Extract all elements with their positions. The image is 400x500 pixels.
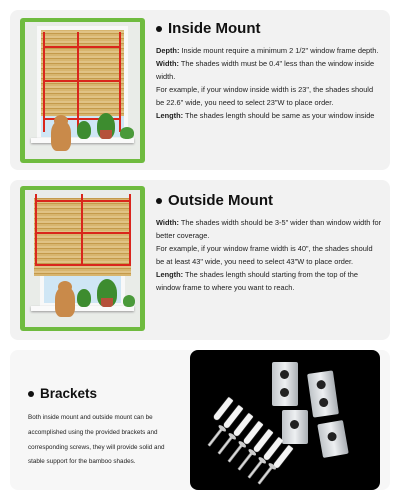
bullet-icon xyxy=(28,391,34,397)
length-text: The shades length should starting from the top of the window frame to where you want to reach. xyxy=(156,269,358,292)
width-paragraph xyxy=(156,217,382,243)
screw xyxy=(218,435,234,454)
plant-pot xyxy=(101,298,113,307)
bullet-icon xyxy=(156,198,162,204)
small-plant xyxy=(123,295,135,307)
length-paragraph xyxy=(156,110,382,123)
width-paragraph xyxy=(156,58,382,84)
length-paragraph xyxy=(156,269,382,295)
metal-bracket xyxy=(317,420,349,458)
cat xyxy=(55,287,75,317)
room-wall xyxy=(25,190,140,327)
cat xyxy=(51,121,71,151)
outside-mount-illustration xyxy=(20,186,145,331)
screw xyxy=(258,465,274,484)
brackets-paragraph: Both inside mount and outside mount can be accomplished using the provided brackets and corresponding screws, they will provide solid and stable support for the bamboo shades. xyxy=(28,414,165,466)
brackets-title: Brackets xyxy=(40,386,98,401)
cactus-plant xyxy=(77,289,91,307)
bullet-icon xyxy=(156,26,162,32)
cactus-plant xyxy=(77,121,91,139)
bamboo-shade xyxy=(41,30,124,116)
width-label: Width: xyxy=(156,218,179,227)
plant-pot xyxy=(100,130,112,139)
measure-line-bottom xyxy=(35,264,131,266)
length-label: Length: xyxy=(156,269,184,279)
example-paragraph: For example, if your window inside width is 23", the shades should be 22.6" wide, you need to select 23"W to place order. xyxy=(156,84,374,107)
depth-paragraph xyxy=(156,45,382,58)
screw xyxy=(208,427,224,446)
width-label: Width: xyxy=(156,58,179,68)
brackets-card xyxy=(10,350,390,490)
inside-mount-card xyxy=(10,10,390,170)
metal-bracket xyxy=(307,370,339,417)
depth-text: Inside mount require a minimum 2 1/2" window frame depth. xyxy=(179,46,379,55)
outside-mount-heading xyxy=(156,192,382,209)
measure-line-center xyxy=(81,194,83,266)
length-label: Length: xyxy=(156,110,184,120)
inside-mount-heading xyxy=(156,20,382,37)
small-plant xyxy=(120,127,134,139)
length-text: The shades length should be same as your window inside xyxy=(183,110,375,120)
depth-label: Depth: xyxy=(156,46,180,55)
width-text: The shades width should be 3-5" wider than window width for better coverage. xyxy=(156,218,382,240)
brackets-hardware-photo xyxy=(190,350,380,490)
measure-line-top xyxy=(35,200,131,202)
measure-line-top xyxy=(43,46,121,48)
metal-bracket xyxy=(282,410,308,444)
outside-mount-title: Outside Mount xyxy=(168,192,273,209)
inside-mount-text xyxy=(156,20,382,123)
brackets-heading xyxy=(28,386,178,401)
measure-line-middle xyxy=(35,232,131,234)
example-paragraph: For example, if your window frame width is 40", the shades should be at least 43" wide, you need to select 43"W to place order. xyxy=(156,243,373,266)
outside-mount-card xyxy=(10,180,390,340)
brackets-text xyxy=(28,386,178,470)
inside-mount-title: Inside Mount xyxy=(168,20,261,37)
width-text: The shades width must be 0.4" less than the window inside width. xyxy=(156,58,375,81)
metal-bracket xyxy=(272,362,298,406)
screw xyxy=(238,451,254,470)
screw xyxy=(228,443,244,462)
outside-mount-text xyxy=(156,192,382,295)
inside-mount-illustration xyxy=(20,18,145,163)
measure-line-right xyxy=(129,194,131,266)
measure-line-left xyxy=(35,194,37,266)
room-wall xyxy=(25,22,140,159)
screw xyxy=(248,459,264,478)
measure-line-middle xyxy=(43,80,121,82)
